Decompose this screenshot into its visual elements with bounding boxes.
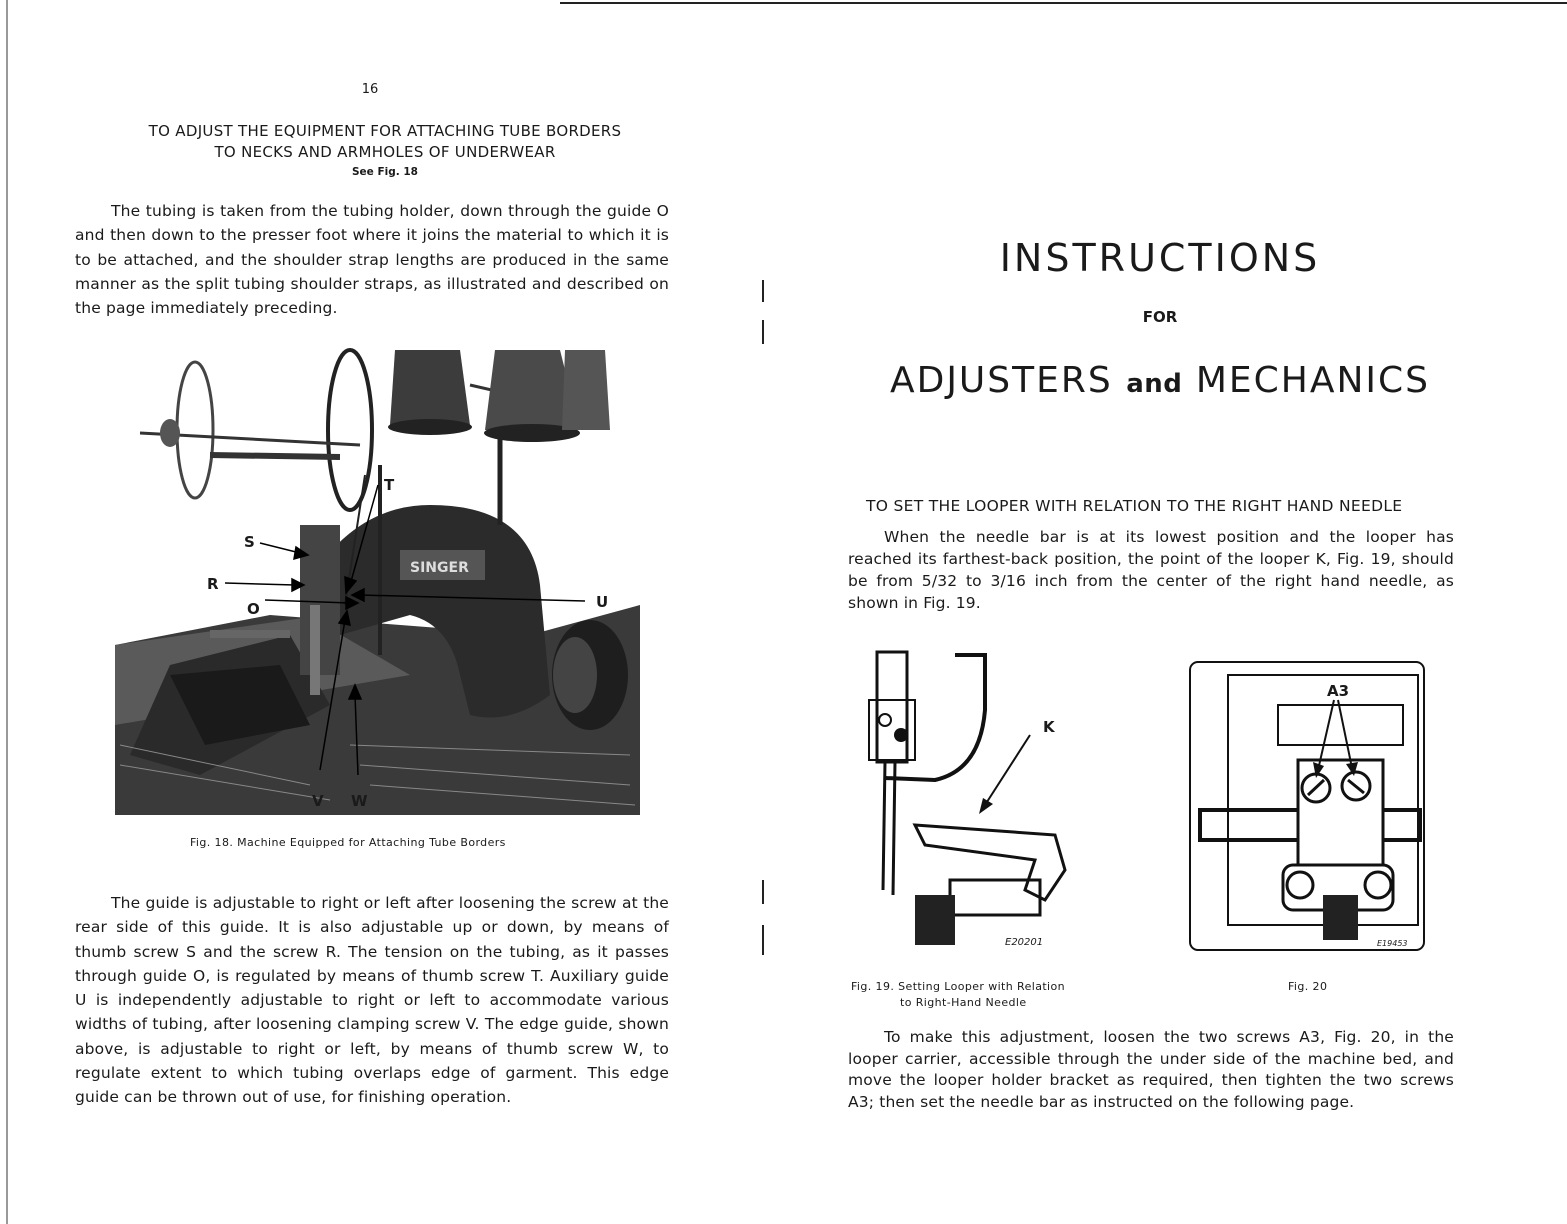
- page-number: 16: [361, 82, 379, 97]
- figure-label-o: O: [247, 600, 260, 618]
- adjustment-paragraph: To make this adjustment, loosen the two screws A3, Fig. 20, in the looper carrier, accessible through the under side of the machine bed, and move the looper holder bracket as required, then tighten the two screws A3; then set the needle bar as instructed on the following page.: [848, 1028, 1454, 1111]
- binding-mark: [762, 925, 764, 955]
- figure-18-caption: Fig. 18. Machine Equipped for Attaching Tube Borders: [190, 836, 506, 849]
- figure-18-machine-illustration: [110, 345, 645, 820]
- figure-19-caption-line2: to Right-Hand Needle: [900, 996, 1027, 1009]
- page-title: INSTRUCTIONS: [999, 236, 1321, 280]
- figure-20-code: E19453: [1377, 939, 1408, 948]
- figure-20-looper-carrier-illustration: [1188, 660, 1428, 955]
- figure-20-caption: Fig. 20: [1288, 980, 1328, 993]
- figure-label-v: V: [312, 792, 324, 810]
- svg-text:SINGER: SINGER: [410, 560, 469, 576]
- figure-19-code: E20201: [1005, 937, 1044, 948]
- section-heading-line2: TO NECKS AND ARMHOLES OF UNDERWEAR: [214, 143, 556, 161]
- figure-label-t: T: [384, 476, 395, 494]
- scan-top-edge: [560, 2, 1567, 4]
- body-paragraph: The guide is adjustable to right or left after loosening the screw at the rear side of this guide. It is also adjustable up or down, by means of thumb screw S and the screw R. The tension on the tubing, as it passes through guide O, is regulated by means of thumb screw T. Auxiliary guide U is independently adjustable to right or left to accommodate various widths of tubing, after loosening clamping screw V. The edge guide, shown above, is adjustable to right or left, by means of thumb screw W, to regulate extent to which tubing overlaps edge of garment. This edge guide can be thrown out of use, for finishing operation.: [75, 894, 669, 1107]
- figure-19-looper-illustration: [855, 650, 1085, 950]
- title-for: FOR: [1142, 308, 1178, 326]
- see-figure-note: See Fig. 18: [351, 166, 418, 178]
- section-heading-line1: TO ADJUST THE EQUIPMENT FOR ATTACHING TUBE BORDERS: [148, 122, 622, 140]
- figure-label-r: R: [207, 575, 219, 593]
- binding-mark: [762, 320, 764, 344]
- title-mechanics: MECHANICS: [1195, 360, 1431, 401]
- figure-label-a3: A3: [1327, 682, 1350, 700]
- looper-paragraph: When the needle bar is at its lowest position and the looper has reached its farthest-back position, the point of the looper K, Fig. 19, should be from 5/32 to 3/16 inch from the center of the right hand needle, as shown in Fig. 19.: [848, 528, 1454, 612]
- scan-left-edge: [6, 0, 8, 1224]
- binding-mark: [762, 880, 764, 904]
- title-adjusters-mechanics: [850, 360, 1470, 401]
- figure-label-s: S: [244, 533, 255, 551]
- title-adjusters: ADJUSTERS: [889, 360, 1113, 401]
- binding-mark: [762, 280, 764, 302]
- figure-label-u: U: [596, 593, 609, 611]
- looper-section-heading: TO SET THE LOOPER WITH RELATION TO THE RIGHT HAND NEEDLE: [866, 497, 1403, 515]
- figure-19-caption-line1: Fig. 19. Setting Looper with Relation: [851, 980, 1066, 993]
- title-and: and: [1126, 369, 1183, 399]
- intro-paragraph: The tubing is taken from the tubing holder, down through the guide O and then down to the presser foot where it joins the material to which it is to be attached, and the shoulder strap lengths are produced in the same manner as the split tubing shoulder straps, as illustrated and described on the page immediately preceding.: [75, 202, 669, 318]
- figure-label-w: W: [351, 792, 368, 810]
- figure-label-k: K: [1043, 718, 1055, 736]
